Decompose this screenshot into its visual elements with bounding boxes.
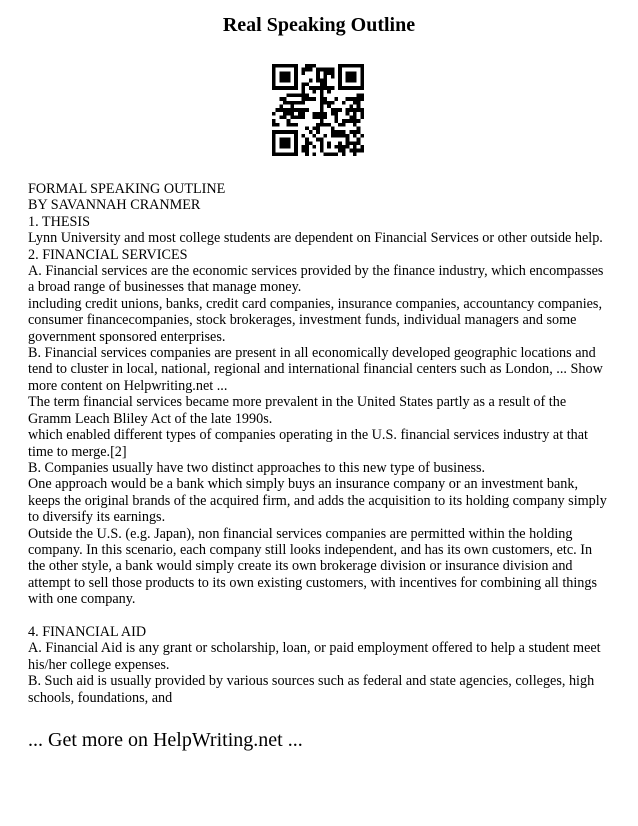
page-title: Real Speaking Outline — [222, 14, 416, 36]
section-heading-financial-aid: 4. FINANCIAL AID — [28, 623, 147, 640]
section-heading-financial-services: 2. FINANCIAL SERVICES — [28, 246, 188, 263]
paragraph: including credit unions, banks, credit card companies, insurance companies, accountancy companies, consumer financecompanies, stock brokerages, investment funds, individual managers and some government sponsored enterprises. — [28, 295, 603, 345]
paragraph: A. Financial Aid is any grant or scholarship, loan, or paid employment offered to help a student meet his/her college expenses. — [28, 640, 601, 673]
paragraph: A. Financial services are the economic services provided by the finance industry, which encompasses a broad range of businesses that manage money. — [28, 263, 604, 296]
thesis-text: Lynn University and most college students are dependent on Financial Services or other outside help. — [28, 230, 603, 247]
author-line: BY SAVANNAH CRANMER — [28, 197, 201, 214]
section-heading-thesis: 1. THESIS — [28, 213, 91, 230]
paragraph: B. Companies usually have two distinct approaches to this new type of business. — [28, 459, 486, 476]
paragraph: which enabled different types of companies operating in the U.S. financial services industry at that time to merge.[2] — [28, 427, 588, 460]
paragraph: B. Such aid is usually provided by various sources such as federal and state agencies, colleges, high schools, foundations, and — [28, 673, 595, 706]
document-body — [28, 181, 612, 706]
paragraph: One approach would be a bank which simply buys an insurance company or an investment bank, keeps the original brands of the acquired firm, and adds the acquisition to its holding company simply to diversify its earnings. — [28, 476, 607, 526]
get-more-link[interactable]: ... Get more on HelpWriting.net ... — [28, 729, 303, 751]
paragraph: Outside the U.S. (e.g. Japan), non financial services companies are permitted within the holding company. In this scenario, each company still looks independent, and has its own customers, etc. In the other style, a bank would simply create its own brokerage division or insurance division and attempt to sell those products to its own existing customers, with incentives for combining all things with one company. — [28, 525, 598, 608]
outline-heading: FORMAL SPEAKING OUTLINE — [28, 181, 226, 197]
paragraph-spacer — [28, 608, 612, 624]
paragraph: The term financial services became more prevalent in the United States partly as a result of the Gramm Leach Bliley Act of the late 1990s. — [28, 394, 567, 427]
qr-code-icon[interactable] — [272, 64, 364, 156]
paragraph: B. Financial services companies are present in all economically developed geographic locations and tend to cluster in local, national, regional and international financial centers such as London, ... Show more content on Helpwriting.net ... — [28, 345, 603, 394]
